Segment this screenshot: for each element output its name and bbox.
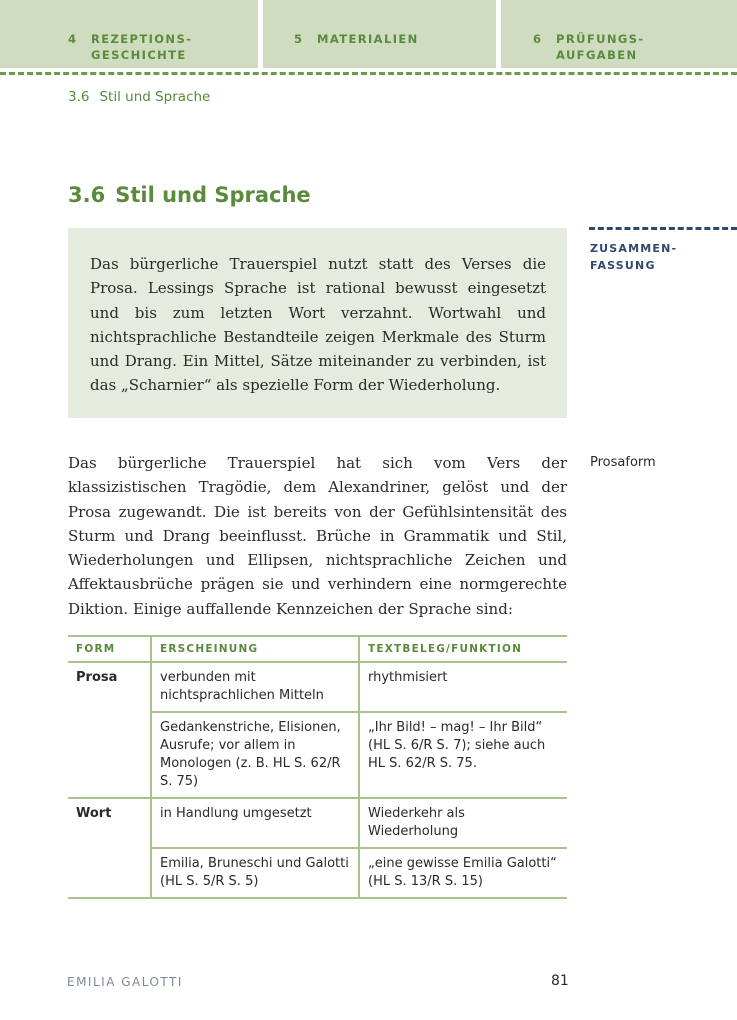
cell-erscheinung: verbunden mit nichtsprachlichen Mitteln [151, 662, 359, 712]
table-row [68, 712, 567, 798]
table-row [68, 848, 567, 898]
body-paragraph: Das bürgerliche Trauerspiel hat sich vom Vers der klassizistischen Tragödie, dem Alexandriner, gelöst und der Prosa zugewandt. Die ist bereits von der Gefühlsintensität des Sturm und Drang beeinflusst. Brüche in Grammatik und Stil, Wiederholungen und Ellipsen, nichtsprachliche Zeichen und Affektausbrüche prägen sie und verhindern eine normgerechte Diktion. Einige auffallende Kennzeichen der Sprache sind: [68, 454, 567, 618]
cell-erscheinung: Gedankenstriche, Elisionen, Ausrufe; vor allem in Monologen (z. B. HL S. 62/R S. 75) [151, 712, 359, 798]
section-number: 3.6 [68, 183, 106, 207]
table-header-row [68, 636, 567, 662]
cell-form [68, 712, 151, 798]
cell-form: Prosa [76, 670, 118, 685]
cell-beleg: Wiederkehr als Wiederholung [359, 798, 567, 848]
section-title-text: Stil und Sprache [115, 183, 311, 207]
tab-label: MATERIALIEN [317, 32, 419, 46]
cell-form [68, 848, 151, 898]
cell-erscheinung: in Handlung umgesetzt [151, 798, 359, 848]
tab-number: 6 [533, 32, 543, 46]
column-header-erscheinung: ERSCHEINUNG [151, 636, 359, 662]
column-header-textbeleg: TEXTBELEG/FUNKTION [359, 636, 567, 662]
chapter-navigation [0, 0, 737, 70]
column-header-form: FORM [68, 636, 151, 662]
cell-erscheinung: Emilia, Bruneschi und Galotti (HL S. 5/R S. 5) [151, 848, 359, 898]
section-title [68, 183, 311, 207]
cell-form: Wort [76, 806, 112, 821]
sidebar-divider [589, 227, 737, 230]
tab-materialien[interactable] [263, 0, 496, 68]
cell-beleg: rhythmisiert [359, 662, 567, 712]
cell-beleg: „Ihr Bild! – mag! – Ihr Bild“ (HL S. 6/R S. 7); siehe auch HL S. 62/R S. 75. [359, 712, 567, 798]
breadcrumb-title: Stil und Sprache [99, 89, 211, 105]
breadcrumb [68, 89, 210, 105]
breadcrumb-number: 3.6 [68, 89, 90, 105]
tab-pruefungsaufgaben[interactable] [501, 0, 737, 68]
language-features-table [68, 635, 567, 899]
summary-margin-label: ZUSAMMEN- FASSUNG [590, 242, 678, 272]
table-row [68, 662, 567, 712]
tab-label: REZEPTIONS- GESCHICHTE [91, 32, 193, 62]
summary-box [68, 228, 567, 418]
page-number: 81 [551, 973, 569, 989]
table-row [68, 798, 567, 848]
tab-number: 4 [68, 32, 78, 46]
footer-book-title: EMILIA GALOTTI [67, 975, 183, 989]
tab-label: PRÜFUNGS- AUFGABEN [556, 32, 645, 62]
summary-text: Das bürgerliche Trauerspiel nutzt statt des Verses die Prosa. Lessings Sprache ist rational bewusst eingesetzt und bis zum letzten Wort verzahnt. Wortwahl und nichtsprachliche Bestandteile zeigen Merkmale des Sturm und Drang. Ein Mittel, Sätze miteinander zu verbinden, ist das „Scharnier“ als spezielle Form der Wiederholung. [90, 255, 546, 395]
tab-number: 5 [294, 32, 304, 46]
cell-beleg: „eine gewisse Emilia Galotti“ (HL S. 13/R S. 15) [359, 848, 567, 898]
header-divider [0, 72, 737, 75]
margin-note: Prosaform [590, 455, 656, 470]
tab-rezeptionsgeschichte[interactable] [0, 0, 258, 68]
